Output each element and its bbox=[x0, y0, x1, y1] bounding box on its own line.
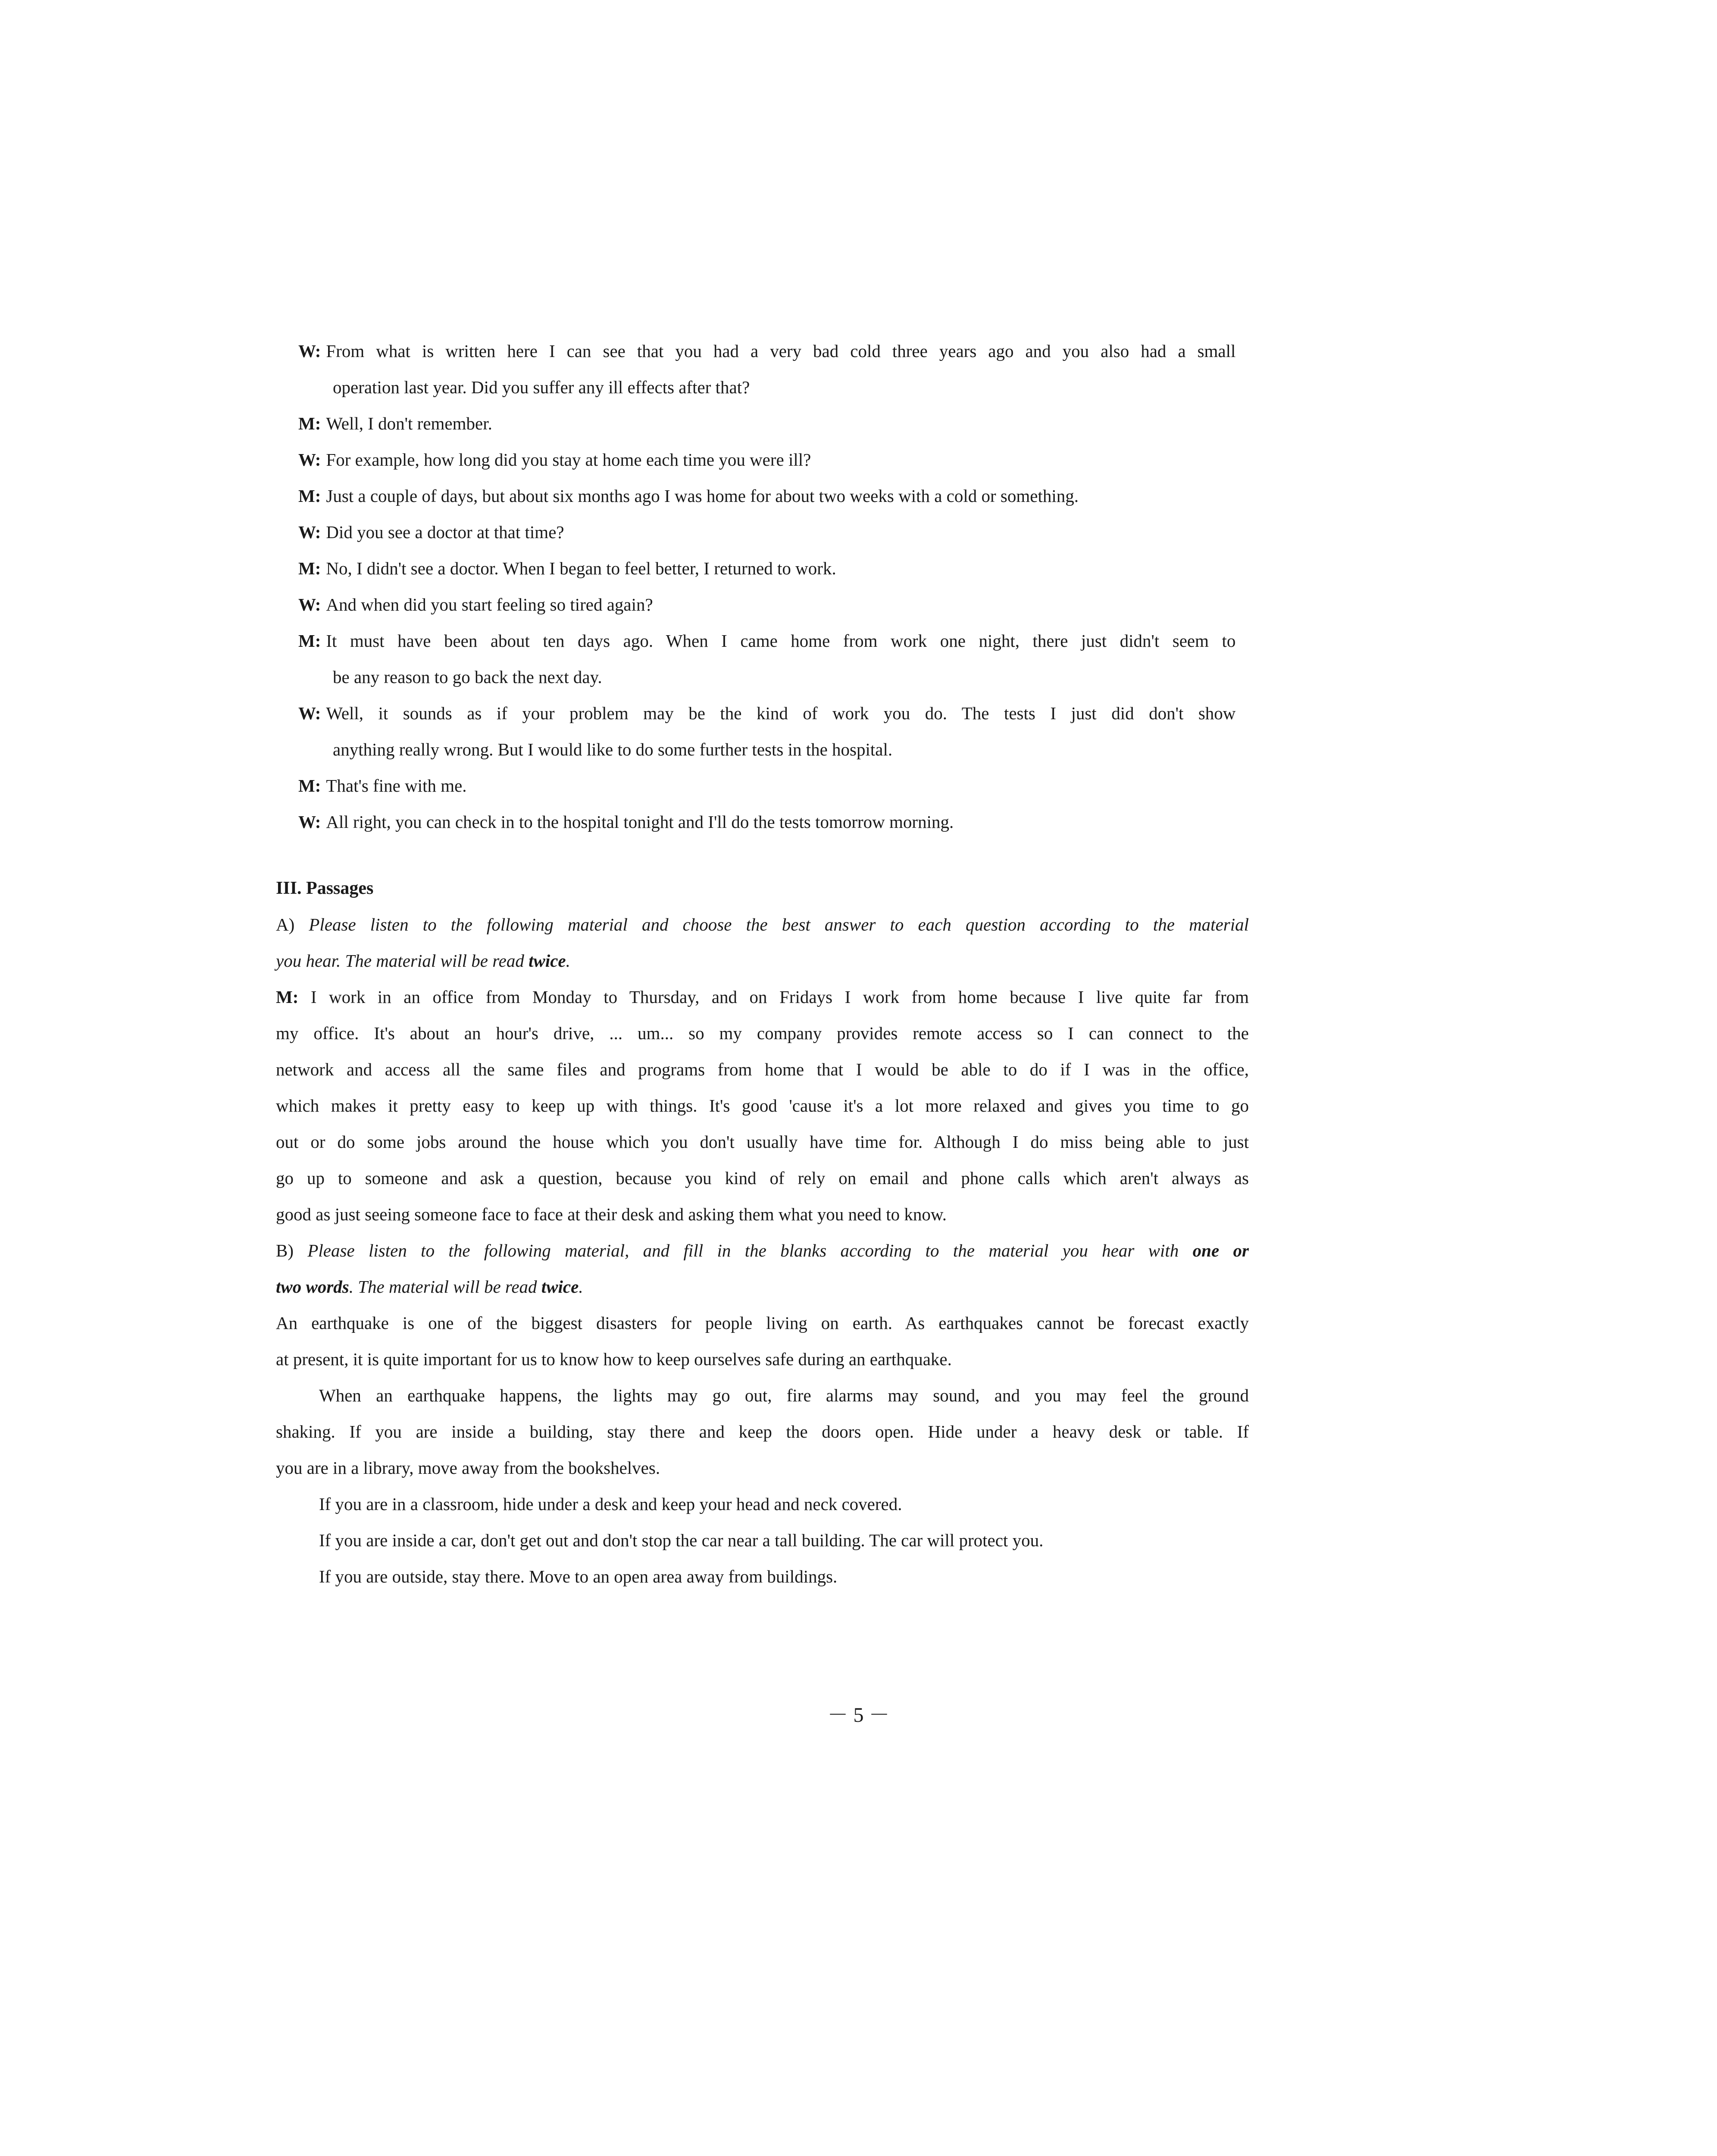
passage-a-line: which makes it pretty easy to keep up with things. It's good 'cause it's a lot more relaxed and gives you time to go bbox=[276, 1096, 1249, 1116]
emphasis-text: twice bbox=[529, 951, 566, 971]
dialogue-line bbox=[298, 514, 1249, 550]
speaker-label: M: bbox=[298, 776, 321, 796]
passage-a-line: good as just seeing someone face to face at their desk and asking them what you need to know. bbox=[276, 1204, 947, 1224]
speaker-label: W: bbox=[298, 522, 321, 542]
dialogue bbox=[298, 333, 1249, 840]
speaker-label: W: bbox=[298, 595, 321, 614]
part-label: B) bbox=[276, 1241, 294, 1260]
passage-a-line: out or do some jobs around the house which you don't usually have time for. Although I do miss being able to just bbox=[276, 1132, 1249, 1152]
passage-text: I work in an office from Monday to Thursday, and on Fridays I work from home because I live quite far from bbox=[310, 987, 1249, 1007]
instruction-text: . bbox=[579, 1277, 583, 1297]
page-number: － 5 － bbox=[827, 1704, 890, 1727]
dialogue-line bbox=[298, 804, 1249, 840]
passage-b-line: you are in a library, move away from the bookshelves. bbox=[276, 1458, 660, 1478]
instruction-text: Please listen to the following material, and fill in the blanks according to the material you hear with bbox=[307, 1241, 1179, 1260]
speaker-label: W: bbox=[298, 703, 321, 723]
emphasis-text: one or bbox=[1192, 1241, 1249, 1260]
dialogue-line bbox=[298, 442, 1249, 478]
speaker-label: M: bbox=[276, 987, 299, 1007]
instruction-text: you hear. The material will be read bbox=[276, 951, 524, 971]
speaker-label: W: bbox=[298, 450, 321, 470]
instruction-a bbox=[276, 906, 1249, 943]
dialogue-text: For example, how long did you stay at home each time you were ill? bbox=[326, 450, 811, 470]
passage-b-line: If you are in a classroom, hide under a desk and keep your head and neck covered. bbox=[319, 1494, 902, 1514]
dialogue-line bbox=[298, 333, 1249, 369]
dialogue-line bbox=[298, 768, 1249, 804]
dialogue-text: No, I didn't see a doctor. When I began to feel better, I returned to work. bbox=[326, 558, 836, 578]
dialogue-text: And when did you start feeling so tired again? bbox=[326, 595, 653, 614]
passage-a-line: network and access all the same files and programs from home that I would be able to do if I was in the office, bbox=[276, 1059, 1249, 1079]
emphasis-text: twice bbox=[541, 1277, 579, 1297]
dialogue-text: Just a couple of days, but about six months ago I was home for about two weeks with a cold or something. bbox=[326, 486, 1079, 506]
dialogue-line bbox=[298, 478, 1249, 514]
dialogue-text: From what is written here I can see that you had a very bad cold three years ago and you also had a small bbox=[326, 341, 1236, 361]
passage-a bbox=[276, 906, 1249, 1595]
instruction-b-cont bbox=[276, 1269, 1249, 1305]
instruction-b bbox=[276, 1232, 1249, 1269]
speaker-label: W: bbox=[298, 812, 321, 832]
dialogue-line bbox=[298, 550, 1249, 586]
passage-a-line: go up to someone and ask a question, because you kind of rely on email and phone calls which aren't always as bbox=[276, 1168, 1249, 1188]
section-heading: III. Passages bbox=[276, 878, 374, 898]
passage-b-line: shaking. If you are inside a building, stay there and keep the doors open. Hide under a heavy desk or table. If bbox=[276, 1422, 1249, 1442]
passage-b-line: If you are outside, stay there. Move to an open area away from buildings. bbox=[319, 1567, 838, 1586]
dialogue-line bbox=[298, 405, 1249, 442]
dialogue-text: operation last year. Did you suffer any ill effects after that? bbox=[333, 377, 750, 397]
dialogue-text: be any reason to go back the next day. bbox=[333, 667, 602, 687]
dialogue-text: It must have been about ten days ago. When I came home from work one night, there just didn't seem to bbox=[326, 631, 1236, 651]
passage-b-line: at present, it is quite important for us to know how to keep ourselves safe during an earthquake. bbox=[276, 1349, 952, 1369]
dialogue-line bbox=[298, 695, 1249, 731]
dialogue-text: Did you see a doctor at that time? bbox=[326, 522, 564, 542]
dialogue-text: Well, it sounds as if your problem may be the kind of work you do. The tests I just did don't show bbox=[326, 703, 1236, 723]
speaker-label: M: bbox=[298, 486, 321, 506]
instruction-text: . The material will be read bbox=[349, 1277, 537, 1297]
passage-b-line: If you are inside a car, don't get out and don't stop the car near a tall building. The car will protect you. bbox=[319, 1530, 1044, 1550]
speaker-label: M: bbox=[298, 558, 321, 578]
passage-a-line bbox=[276, 979, 1249, 1015]
instruction-text: Please listen to the following material and choose the best answer to each question according to the material bbox=[309, 915, 1249, 934]
passage-a-line: my office. It's about an hour's drive, ... um... so my company provides remote access so I can connect to the bbox=[276, 1023, 1249, 1043]
speaker-label: W: bbox=[298, 341, 321, 361]
emphasis-text: two words bbox=[276, 1277, 349, 1297]
instruction-a-cont bbox=[276, 943, 1249, 979]
passage-b-line: An earthquake is one of the biggest disasters for people living on earth. As earthquakes cannot be forecast exactly bbox=[276, 1313, 1249, 1333]
speaker-label: M: bbox=[298, 414, 321, 433]
dialogue-line bbox=[298, 586, 1249, 623]
dialogue-text: anything really wrong. But I would like to do some further tests in the hospital. bbox=[333, 740, 893, 759]
dialogue-line bbox=[298, 623, 1249, 659]
speaker-label: M: bbox=[298, 631, 321, 651]
dialogue-text: That's fine with me. bbox=[326, 776, 467, 796]
dialogue-text: Well, I don't remember. bbox=[326, 414, 492, 433]
dialogue-text: All right, you can check in to the hospital tonight and I'll do the tests tomorrow morning. bbox=[326, 812, 954, 832]
passage-b-line: When an earthquake happens, the lights may go out, fire alarms may sound, and you may feel the ground bbox=[319, 1385, 1249, 1405]
part-label: A) bbox=[276, 915, 295, 934]
instruction-text: . bbox=[566, 951, 570, 971]
